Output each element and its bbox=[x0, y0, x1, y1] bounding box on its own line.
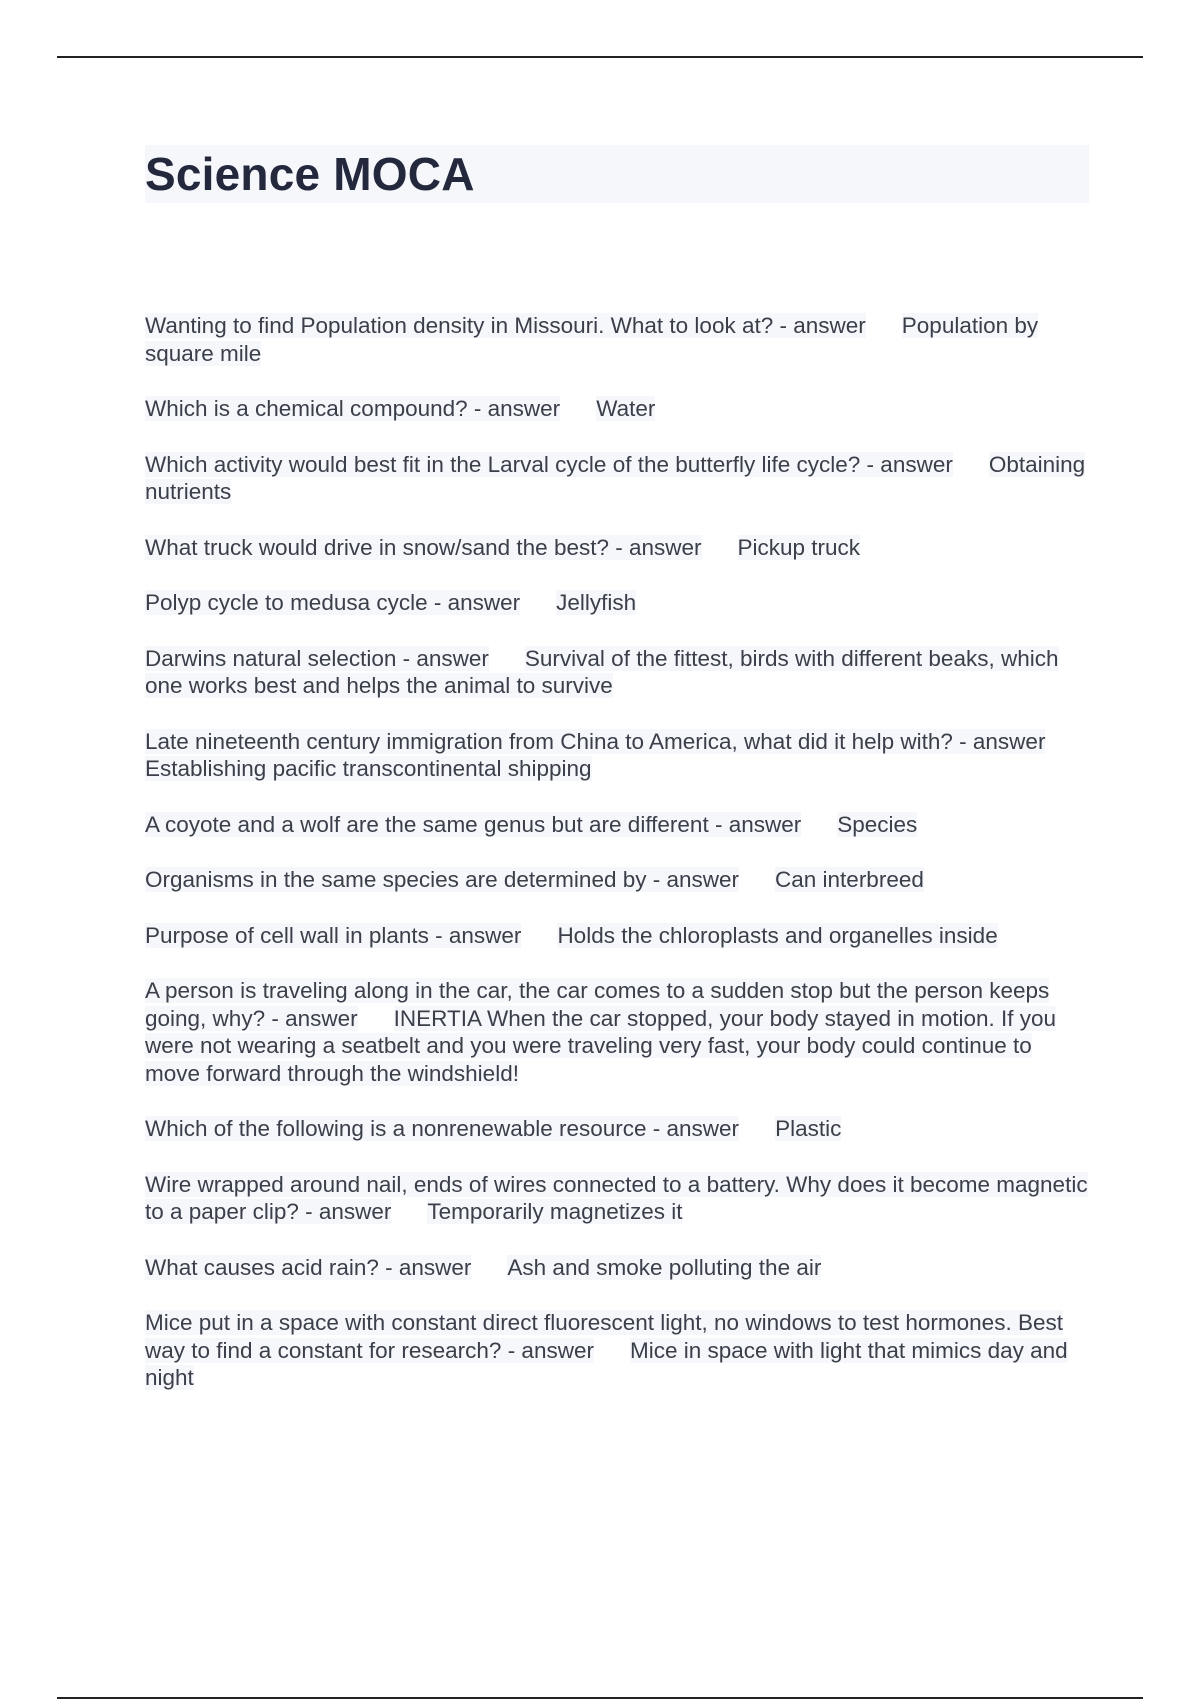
qa-item bbox=[145, 312, 1090, 367]
qa-item bbox=[145, 395, 1090, 423]
page-title: Science MOCA bbox=[145, 148, 475, 200]
qa-item bbox=[145, 977, 1090, 1087]
answer-text: Holds the chloroplasts and organelles inside bbox=[557, 922, 998, 948]
answer-text: Survival of the fittest, birds with different beaks, which one works best and helps the animal to survive bbox=[145, 645, 1059, 698]
qa-item bbox=[145, 866, 1090, 894]
answer-text: INERTIA When the car stopped, your body stayed in motion. If you were not wearing a seatbelt and you were traveling very fast, your body could continue to move forward through the windshield! bbox=[145, 1005, 1057, 1086]
question-text: Late nineteenth century immigration from China to America, what did it help with? - answer bbox=[145, 728, 1046, 754]
question-text: Wanting to find Population density in Missouri. What to look at? - answer bbox=[145, 313, 866, 338]
top-rule bbox=[57, 56, 1143, 58]
qa-item bbox=[145, 1309, 1090, 1392]
bottom-rule bbox=[57, 1697, 1143, 1699]
qa-item bbox=[145, 645, 1090, 700]
qa-item bbox=[145, 451, 1090, 506]
answer-text: Jellyfish bbox=[556, 590, 637, 615]
answer-text: Pickup truck bbox=[737, 534, 861, 560]
question-text: What truck would drive in snow/sand the best? - answer bbox=[145, 534, 702, 560]
question-text: A coyote and a wolf are the same genus but are different - answer bbox=[145, 811, 802, 837]
question-text: Organisms in the same species are determined by - answer bbox=[145, 867, 740, 892]
answer-text: Ash and smoke polluting the air bbox=[507, 1254, 822, 1280]
question-text: Wire wrapped around nail, ends of wires connected to a battery. Why does it become magnetic to a paper clip? - answer bbox=[145, 1171, 1088, 1224]
question-text: What causes acid rain? - answer bbox=[145, 1254, 472, 1280]
question-text: A person is traveling along in the car, the car comes to a sudden stop but the person keeps going, why? - answer bbox=[145, 978, 1050, 1031]
answer-text: Plastic bbox=[775, 1116, 842, 1141]
answer-text: Mice in space with light that mimics day and night bbox=[145, 1337, 1068, 1390]
answer-text: Can interbreed bbox=[775, 867, 924, 892]
qa-list bbox=[145, 312, 1090, 1420]
question-text: Purpose of cell wall in plants - answer bbox=[145, 922, 522, 948]
qa-item bbox=[145, 1171, 1090, 1226]
answer-text: Water bbox=[596, 396, 656, 421]
qa-item bbox=[145, 922, 1090, 950]
answer-text: Species bbox=[837, 811, 918, 837]
question-text: Which of the following is a nonrenewable resource - answer bbox=[145, 1116, 740, 1141]
question-text: Which is a chemical compound? - answer bbox=[145, 396, 561, 421]
qa-item bbox=[145, 728, 1090, 783]
answer-text: Temporarily magnetizes it bbox=[427, 1199, 683, 1224]
question-text: Mice put in a space with constant direct fluorescent light, no windows to test hormones. Best way to find a constant for research? - answer bbox=[145, 1310, 1063, 1363]
qa-item bbox=[145, 1254, 1090, 1282]
qa-item bbox=[145, 589, 1090, 617]
answer-text: Population by square mile bbox=[145, 313, 1039, 366]
question-text: Darwins natural selection - answer bbox=[145, 645, 489, 671]
question-text: Which activity would best fit in the Larval cycle of the butterfly life cycle? - answer bbox=[145, 451, 953, 477]
qa-item bbox=[145, 534, 1090, 562]
qa-item bbox=[145, 1115, 1090, 1143]
qa-item bbox=[145, 811, 1090, 839]
answer-text: Establishing pacific transcontinental shipping bbox=[145, 756, 592, 781]
question-text: Polyp cycle to medusa cycle - answer bbox=[145, 590, 521, 615]
answer-text: Obtaining nutrients bbox=[145, 451, 1086, 504]
